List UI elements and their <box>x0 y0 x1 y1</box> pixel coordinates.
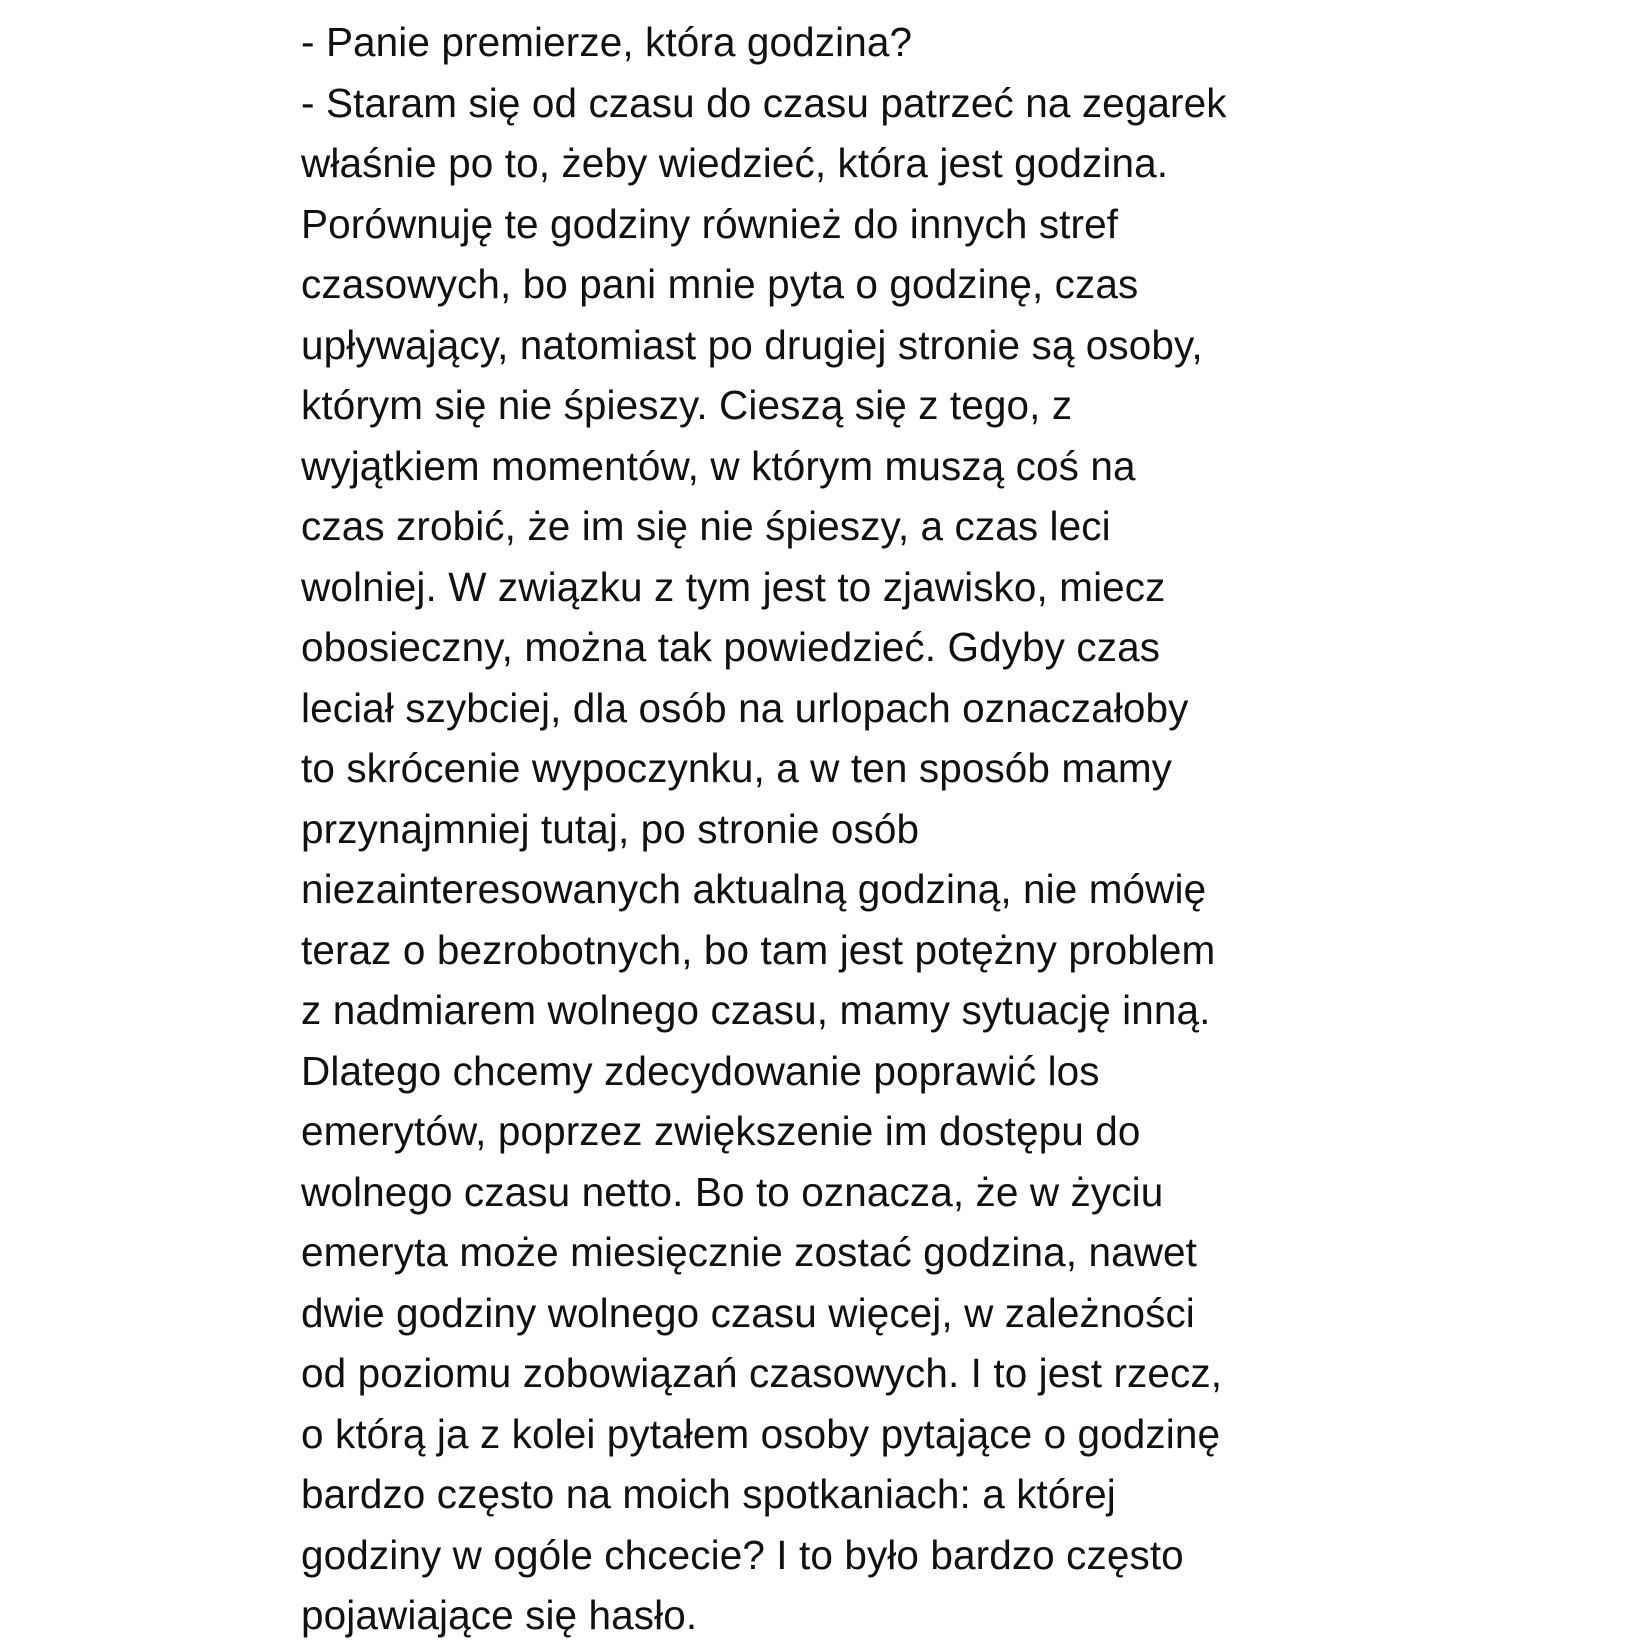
text-line: czas zrobić, że im się nie śpieszy, a czas leci <box>301 503 1111 549</box>
text-line: wolniej. W związku z tym jest to zjawisko, miecz <box>301 563 1166 610</box>
text-line: emerytów, poprzez zwiększenie im dostępu do <box>301 1108 1141 1154</box>
transcript-text <box>301 12 1401 1646</box>
text-line: leciał szybciej, dla osób na urlopach oznaczałoby <box>301 684 1189 731</box>
text-line: obosieczny, można tak powiedzieć. Gdyby czas <box>301 624 1161 670</box>
text-line: Dlatego chcemy zdecydowanie poprawić los <box>301 1047 1100 1094</box>
text-line: upływający, natomiast po drugiej stronie są osoby, <box>301 321 1203 368</box>
text-line: teraz o bezrobotnych, bo tam jest potężny problem <box>301 926 1216 973</box>
text-line: Porównuję te godziny również do innych stref <box>301 200 1119 247</box>
text-line: dwie godziny wolnego czasu więcej, w zależności <box>301 1289 1195 1336</box>
text-line: - Staram się od czasu do czasu patrzeć na zegarek <box>301 79 1227 126</box>
text-line: o którą ja z kolei pytałem osoby pytające o godzinę <box>301 1410 1221 1457</box>
text-line: to skrócenie wypoczynku, a w ten sposób mamy <box>301 745 1173 791</box>
text-line: właśnie po to, żeby wiedzieć, która jest godzina. <box>301 140 1169 186</box>
text-line: niezainteresowanych aktualną godziną, nie mówię <box>301 866 1207 912</box>
text-line: od poziomu zobowiązań czasowych. I to jest rzecz, <box>301 1350 1223 1396</box>
text-line: wolnego czasu netto. Bo to oznacza, że w życiu <box>301 1168 1164 1215</box>
text-line: pojawiające się hasło. <box>301 1592 698 1638</box>
text-line: którym się nie śpieszy. Cieszą się z tego, z <box>301 382 1073 428</box>
text-line: godziny w ogóle chcecie? I to było bardzo często <box>301 1531 1184 1578</box>
text-line: z nadmiarem wolnego czasu, mamy sytuację inną. <box>301 987 1211 1033</box>
text-line: czasowych, bo pani mnie pyta o godzinę, czas <box>301 261 1139 307</box>
text-line: emeryta może miesięcznie zostać godzina, nawet <box>301 1229 1198 1275</box>
text-line: wyjątkiem momentów, w którym muszą coś na <box>301 442 1136 489</box>
text-line: bardzo często na moich spotkaniach: a której <box>301 1471 1116 1517</box>
text-line: - Panie premierze, która godzina? <box>301 19 913 65</box>
text-line: przynajmniej tutaj, po stronie osób <box>301 805 920 852</box>
